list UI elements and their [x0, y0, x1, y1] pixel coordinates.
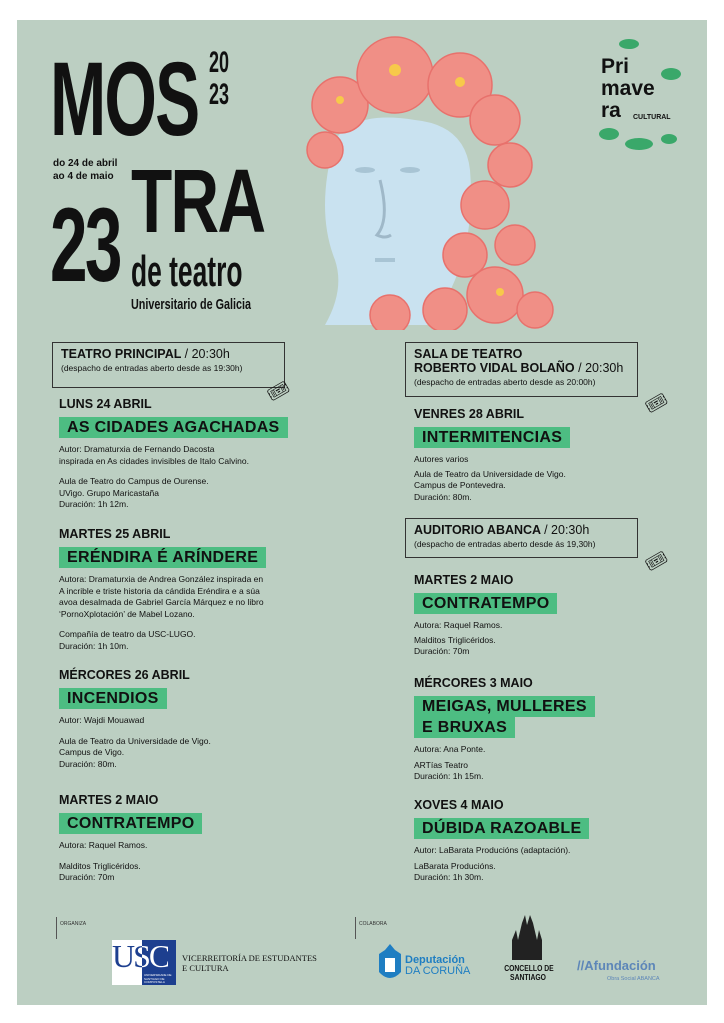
poster: [17, 20, 707, 1005]
event-2: MARTES 25 ABRIL ERÉNDIRA É ARÍNDERE Autora: Dramaturxia de Andrea González inspirada en A incrible e triste historia da cándida Eréndira e a súa avoa desalmada de Gabriel García Márquez e no libro ‘PornoXplotación’ de Mabel Lozano. Compañía de teatro da USC-LUGO. Duración: 1h 10m.: [59, 527, 266, 652]
usc-logo: [112, 940, 176, 985]
event-1: LUNS 24 ABRIL AS CIDADES AGACHADAS Autor: Dramaturxia de Fernando Dacosta inspirada en As cidades invisibles de Italo Calvino. Aula de Teatro do Campus de Ourense. UVigo. Grupo Maricastaña Duración: 1h 12m.: [59, 397, 288, 511]
event-title: DÚBIDA RAZOABLE: [414, 818, 589, 839]
event-title: AS CIDADES AGACHADAS: [59, 417, 288, 438]
divider: [355, 917, 356, 939]
afundacion-logo: //Afundación: [577, 958, 656, 973]
deputacion-shield-icon: [377, 942, 403, 984]
colabora-label: COLABORA: [359, 921, 387, 927]
title-mos: MOS: [50, 39, 199, 158]
event-title: CONTRATEMPO: [59, 813, 202, 834]
afundacion-subtext: Obra Social ABANCA: [607, 976, 660, 982]
primavera-cultural-logo: Pri mave ra CULTURAL: [599, 34, 689, 154]
event-8: XOVES 4 MAIO DÚBIDA RAZOABLE Autor: LaBarata Producións (adaptación). LaBarata Producións. Duración: 1h 30m.: [414, 798, 589, 884]
usc-logo-text: USC: [112, 938, 169, 974]
event-5: VENRES 28 ABRIL INTERMITENCIAS Autores varios Aula de Teatro da Universidade de Vigo. Campus de Pontevedra. Duración: 80m.: [414, 407, 570, 503]
ticket-icon: 🎟: [641, 546, 672, 576]
title-23: 23: [50, 185, 120, 304]
event-3: MÉRCORES 26 ABRIL INCENDIOS Autor: Wajdi Mouawad Aula de Teatro da Universidade de Vigo. Campus de Vigo. Duración: 80m.: [59, 668, 211, 769]
year-top: 20: [209, 46, 230, 79]
venue-box-auditorio-abanca: AUDITORIO ABANCA / 20:30h (despacho de entradas aberto desde ás 19,30h): [405, 518, 638, 558]
vicerreitoria-text: VICERREITORÍA DE ESTUDANTES E CULTURA: [182, 953, 317, 973]
event-4: MARTES 2 MAIO CONTRATEMPO Autora: Raquel Ramos. Malditos Triglicéridos. Duración: 70m: [59, 793, 202, 884]
title-tra: TRA: [131, 150, 265, 252]
usc-logo-subtext: UNIVERSIDADE DE SANTIAGO DE COMPOSTELA: [144, 973, 172, 984]
flower-face-illustration: [295, 30, 555, 330]
dates-line1: do 24 de abril: [53, 158, 118, 169]
venue-box-teatro-principal: TEATRO PRINCIPAL / 20:30h (despacho de entradas aberto desde as 19:30h): [52, 342, 285, 388]
event-6: MARTES 2 MAIO CONTRATEMPO Autora: Raquel Ramos. Malditos Triglicéridos. Duración: 70m: [414, 573, 557, 658]
event-7: MÉRCORES 3 MAIO MEIGAS, MULLERES E BRUXAS Autora: Ana Ponte. ARTías Teatro Duración: 1h 15m.: [414, 676, 595, 783]
subtitle2: Universitario de Galicia: [131, 296, 252, 313]
ticket-icon: 🎟: [263, 376, 294, 406]
subtitle: de teatro: [131, 247, 243, 296]
event-title-line2: E BRUXAS: [414, 717, 515, 738]
event-title: INTERMITENCIAS: [414, 427, 570, 448]
concello-logo-text: CONCELLO DE SANTIAGO: [504, 964, 554, 982]
event-title: INCENDIOS: [59, 688, 167, 709]
event-title: ERÉNDIRA É ARÍNDERE: [59, 547, 266, 568]
dates-line2: ao 4 de maio: [53, 171, 114, 182]
year-bottom: 23: [209, 78, 230, 111]
event-title-line1: MEIGAS, MULLERES: [414, 696, 595, 717]
cathedral-icon: [510, 915, 544, 960]
venue-box-sala-roberto-vidal: SALA DE TEATRO ROBERTO VIDAL BOLAÑO / 20:30h (despacho de entradas aberto desde as 20:00h): [405, 342, 638, 397]
event-title: CONTRATEMPO: [414, 593, 557, 614]
organiza-label: ORGANIZA: [60, 921, 87, 927]
divider: [56, 917, 57, 939]
deputacion-logo-text: Deputación DA CORUÑA: [405, 954, 471, 977]
ticket-icon: 🎟: [641, 388, 672, 418]
